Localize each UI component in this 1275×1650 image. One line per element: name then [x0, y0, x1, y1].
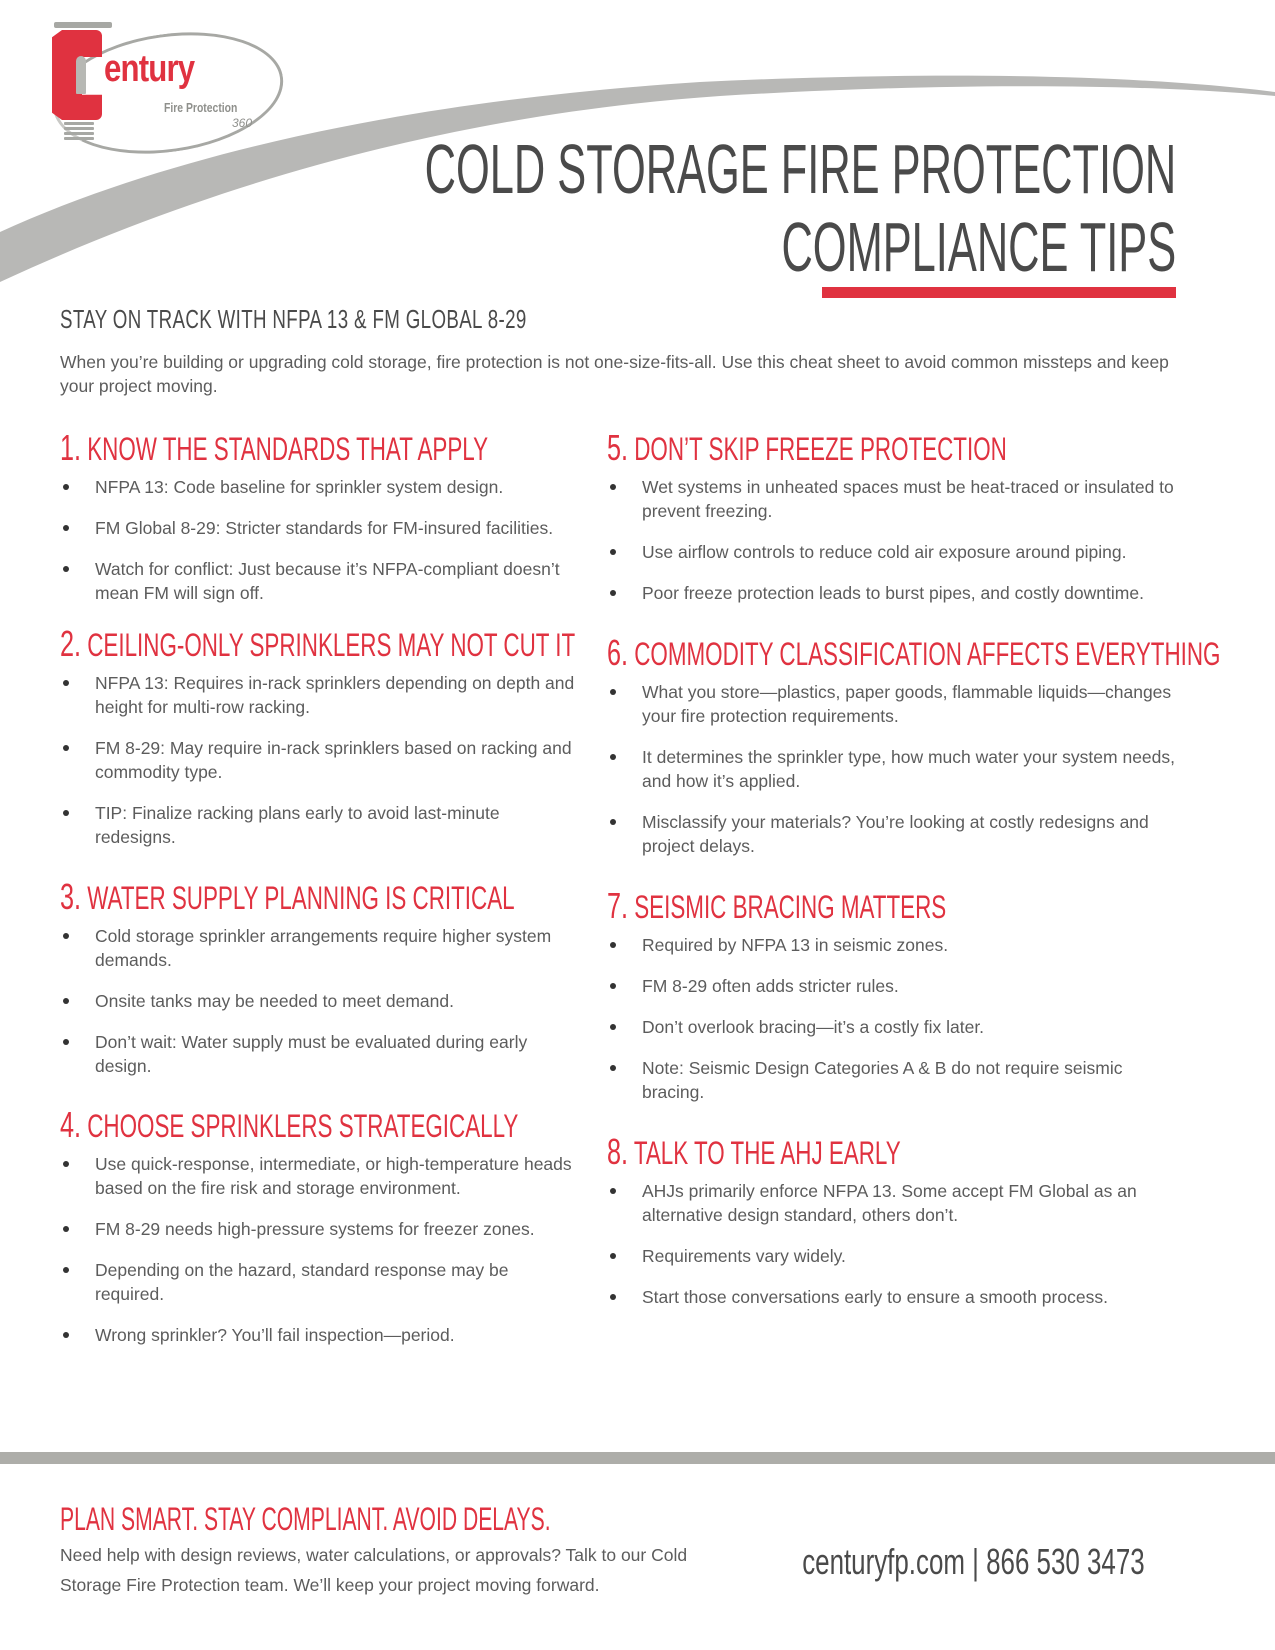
list-item: Required by NFPA 13 in seismic zones. — [607, 933, 1182, 957]
section-4 — [60, 1105, 580, 1364]
list-item: Depending on the hazard, standard response may be required. — [60, 1258, 580, 1306]
footer-contact[interactable]: centuryfp.com | 866 530 3473 — [802, 1541, 1145, 1582]
section-heading: 2. CEILING-ONLY SPRINKLERS MAY NOT CUT IT — [60, 623, 576, 664]
footer-divider — [0, 1452, 1275, 1464]
logo-subtitle: Fire Protection — [164, 100, 238, 115]
list-item: Wrong sprinkler? You’ll fail inspection—period. — [60, 1323, 580, 1347]
logo-badge: 360 — [232, 116, 253, 130]
bullet-list — [607, 933, 1182, 1104]
section-heading: 5. DON’T SKIP FREEZE PROTECTION — [607, 427, 1007, 468]
section-heading: 7. SEISMIC BRACING MATTERS — [607, 885, 947, 926]
bullet-list — [607, 1179, 1182, 1309]
bullet-list — [607, 475, 1182, 605]
list-item: Misclassify your materials? You’re looking at costly redesigns and project delays. — [607, 810, 1182, 858]
list-item: TIP: Finalize racking plans early to avoid last-minute redesigns. — [60, 801, 580, 849]
list-item: NFPA 13: Code baseline for sprinkler system design. — [60, 475, 580, 499]
list-item: FM Global 8-29: Stricter standards for FM-insured facilities. — [60, 516, 580, 540]
bullet-list — [60, 1152, 580, 1347]
section-heading: 3. WATER SUPPLY PLANNING IS CRITICAL — [60, 876, 515, 917]
bullet-list — [607, 680, 1182, 858]
list-item: Don’t overlook bracing—it’s a costly fix later. — [607, 1015, 1182, 1039]
page-title — [424, 130, 1176, 286]
footer-cta-heading: PLAN SMART. STAY COMPLIANT. AVOID DELAYS. — [60, 1501, 551, 1537]
list-item: NFPA 13: Requires in-rack sprinklers depending on depth and height for multi-row racking. — [60, 671, 580, 719]
list-item: AHJs primarily enforce NFPA 13. Some accept FM Global as an alternative design standard, others don’t. — [607, 1179, 1182, 1227]
list-item: Note: Seismic Design Categories A & B do not require seismic bracing. — [607, 1056, 1182, 1104]
list-item: Onsite tanks may be needed to meet demand. — [60, 989, 580, 1013]
title-line-1: COLD STORAGE FIRE PROTECTION — [424, 130, 1176, 208]
sprinkler-thread-icon — [64, 122, 94, 142]
section-heading: 6. COMMODITY CLASSIFICATION AFFECTS EVERYTHING — [607, 632, 1221, 673]
subtitle: STAY ON TRACK WITH NFPA 13 & FM GLOBAL 8-29 — [60, 304, 527, 334]
list-item: Use quick-response, intermediate, or high-temperature heads based on the fire risk and storage environment. — [60, 1152, 580, 1200]
bullet-list — [60, 671, 580, 849]
century-logo — [46, 20, 286, 155]
title-line-2: COMPLIANCE TIPS — [781, 208, 1176, 286]
section-2 — [60, 624, 580, 866]
list-item: Use airflow controls to reduce cold air exposure around piping. — [607, 540, 1182, 564]
list-item: Watch for conflict: Just because it’s NFPA-compliant doesn’t mean FM will sign off. — [60, 557, 580, 605]
list-item: Requirements vary widely. — [607, 1244, 1182, 1268]
list-item: Cold storage sprinkler arrangements require higher system demands. — [60, 924, 580, 972]
bullet-list — [60, 475, 580, 605]
title-accent-bar — [822, 287, 1176, 298]
list-item: Wet systems in unheated spaces must be heat-traced or insulated to prevent freezing. — [607, 475, 1182, 523]
list-item: FM 8-29 often adds stricter rules. — [607, 974, 1182, 998]
list-item: FM 8-29: May require in-rack sprinklers based on racking and commodity type. — [60, 736, 580, 784]
section-7 — [607, 886, 1182, 1121]
sprinkler-cap-icon — [54, 22, 112, 28]
list-item: It determines the sprinkler type, how much water your system needs, and how it’s applied. — [607, 745, 1182, 793]
section-8 — [607, 1132, 1182, 1326]
section-heading: 4. CHOOSE SPRINKLERS STRATEGICALLY — [60, 1104, 519, 1145]
section-heading: 8. TALK TO THE AHJ EARLY — [607, 1131, 901, 1172]
list-item: What you store—plastics, paper goods, flammable liquids—changes your fire protection requirements. — [607, 680, 1182, 728]
logo-wordmark: entury — [104, 48, 195, 90]
section-5 — [607, 428, 1182, 622]
section-heading: 1. KNOW THE STANDARDS THAT APPLY — [60, 427, 489, 468]
list-item: FM 8-29 needs high-pressure systems for freezer zones. — [60, 1217, 580, 1241]
list-item: Poor freeze protection leads to burst pipes, and costly downtime. — [607, 581, 1182, 605]
list-item: Don’t wait: Water supply must be evaluated during early design. — [60, 1030, 580, 1078]
section-1 — [60, 428, 580, 622]
sprinkler-bulb-icon — [76, 56, 86, 94]
footer-cta-text: Need help with design reviews, water calculations, or approvals? Talk to our Cold Storage Fire Protection team. We’ll keep your project moving forward. — [60, 1545, 688, 1595]
section-3 — [60, 877, 580, 1095]
list-item: Start those conversations early to ensure a smooth process. — [607, 1285, 1182, 1309]
bullet-list — [60, 924, 580, 1078]
intro-text: When you’re building or upgrading cold storage, fire protection is not one-size-fits-all. Use this cheat sheet to avoid common missteps and keep your project moving. — [60, 352, 1169, 396]
section-6 — [607, 632, 1221, 875]
